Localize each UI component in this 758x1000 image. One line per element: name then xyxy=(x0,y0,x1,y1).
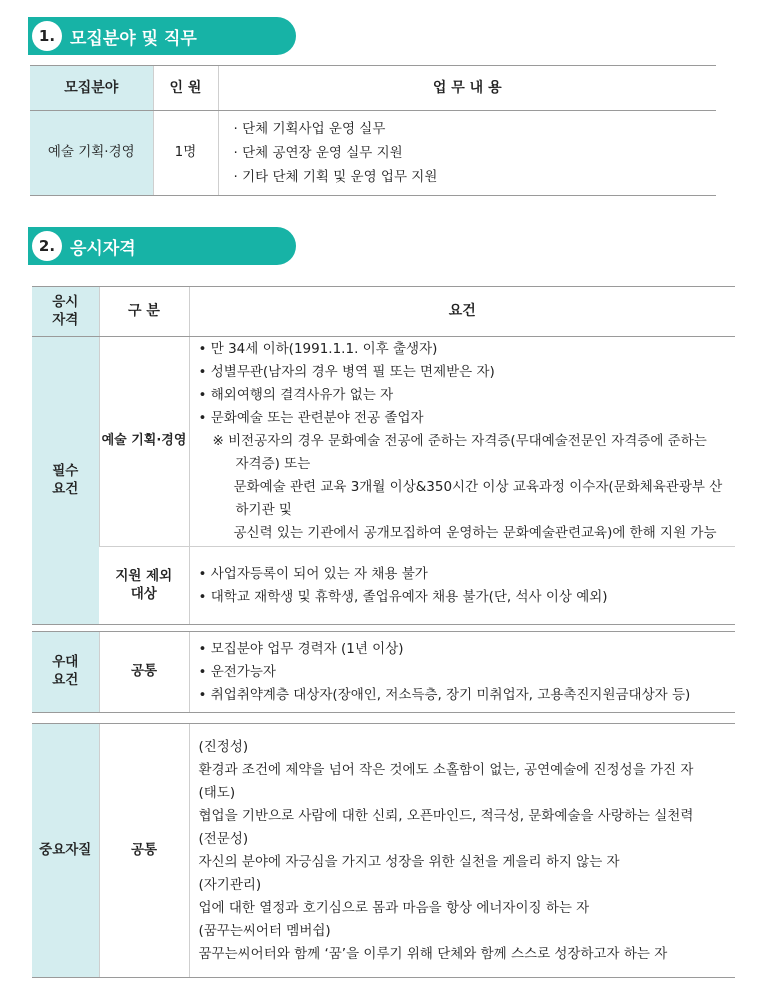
required-sub1-content xyxy=(189,337,735,547)
quality-text: 자신의 분야에 자긍심을 가지고 성장을 위한 실천을 게을리 하지 않는 자 xyxy=(198,853,620,870)
duty-item: · 기타 단체 기획 및 운영 업무 지원 xyxy=(233,169,438,185)
section1-title: 모집분야 및 직무 xyxy=(70,28,197,49)
required-note: 하기관 및 xyxy=(235,502,292,518)
qualities-content xyxy=(189,724,735,978)
quality-text: 업에 대한 열정과 호기심으로 몸과 마음을 항상 에너자이징 하는 자 xyxy=(198,899,590,916)
section2-number: 2. xyxy=(32,231,62,261)
header-count: 인 원 xyxy=(153,66,218,111)
required-item: • 문화예술 또는 관련분야 전공 졸업자 xyxy=(198,410,424,426)
preferred-item: • 취업취약계층 대상자(장애인, 저소득층, 장기 미취업자, 고용촉진지원금대상자 등) xyxy=(198,686,691,703)
header-category: 구 분 xyxy=(99,287,189,337)
exclusion-item: • 대학교 재학생 및 휴학생, 졸업유예자 채용 불가(단, 석사 이상 예외) xyxy=(198,588,608,605)
preferred-item: • 운전가능자 xyxy=(198,663,276,680)
preferred-table xyxy=(32,631,735,713)
header-duties: 업 무 내 용 xyxy=(218,66,716,111)
header-qualification xyxy=(32,287,99,337)
duties-cell xyxy=(218,111,716,196)
qualification-table xyxy=(32,286,735,625)
header-qualification-line2: 자격 xyxy=(52,311,79,328)
required-sub2-label-line1: 지원 제외 xyxy=(115,567,173,584)
duty-item: · 단체 공연장 운영 실무 지원 xyxy=(233,145,403,161)
preferred-content xyxy=(189,632,735,713)
required-label-line2: 요건 xyxy=(52,480,79,497)
field-cell: 예술 기획·경영 xyxy=(30,111,153,196)
preferred-label-line1: 우대 xyxy=(52,654,79,671)
quality-text: 꿈꾸는씨어터와 함께 ‘꿈’을 이루기 위해 단체와 함께 스스로 성장하고자 하는 자 xyxy=(198,945,668,962)
preferred-sub-label: 공통 xyxy=(99,632,189,713)
required-item: • 만 34세 이하(1991.1.1. 이후 출생자) xyxy=(198,341,438,357)
required-note: 문화예술 관련 교육 3개월 이상&350시간 이상 교육과정 이수자(문화체육관광부 산 xyxy=(233,479,723,495)
quality-heading: (진정성) xyxy=(198,738,249,755)
quality-text: 협업을 기반으로 사람에 대한 신뢰, 오픈마인드, 적극성, 문화예술을 사랑하는 실천력 xyxy=(198,807,694,824)
required-note: 자격증) 또는 xyxy=(235,456,311,472)
duty-item: · 단체 기획사업 운영 실무 xyxy=(233,121,386,137)
exclusion-item: • 사업자등록이 되어 있는 자 채용 불가 xyxy=(198,565,428,582)
header-qualification-line1: 응시 xyxy=(52,293,79,310)
required-note: ※ 비전공자의 경우 문화예술 전공에 준하는 자격증(무대예술전문인 자격증에 준하는 xyxy=(212,433,707,449)
section2-header xyxy=(28,227,296,265)
required-sub2-content xyxy=(189,547,735,625)
recruitment-table xyxy=(30,65,716,196)
quality-text: 환경과 조건에 제약을 넘어 작은 것에도 소홀함이 없는, 공연예술에 진정성을 가진 자 xyxy=(198,761,694,778)
header-field: 모집분야 xyxy=(30,66,153,111)
required-label-line1: 필수 xyxy=(52,462,79,479)
section1-header xyxy=(28,17,296,55)
required-note: 공신력 있는 기관에서 공개모집하여 운영하는 문화예술관련교육)에 한해 지원 가능 xyxy=(233,525,717,541)
preferred-label xyxy=(32,632,99,713)
preferred-item: • 모집분야 업무 경력자 (1년 이상) xyxy=(198,640,404,657)
required-label xyxy=(32,337,99,625)
quality-heading: (전문성) xyxy=(198,830,249,847)
required-sub2-label xyxy=(99,547,189,625)
quality-heading: (태도) xyxy=(198,784,236,801)
required-sub1-label: 예술 기획·경영 xyxy=(99,337,189,547)
qualities-row xyxy=(32,724,735,978)
section2-title: 응시자격 xyxy=(70,238,136,259)
preferred-label-line2: 요건 xyxy=(52,672,79,688)
qualities-table xyxy=(32,723,735,978)
quality-heading: (꿈꾸는씨어터 멤버쉽) xyxy=(198,922,331,939)
count-cell: 1명 xyxy=(153,111,218,196)
qualities-sub-label: 공통 xyxy=(99,724,189,978)
recruitment-row xyxy=(30,111,716,196)
qualities-label: 중요자질 xyxy=(32,724,99,978)
preferred-row xyxy=(32,632,735,713)
required-sub2-label-line2: 대상 xyxy=(130,585,157,602)
required-row-1 xyxy=(32,337,735,547)
recruitment-table-header xyxy=(30,66,716,111)
section1-number: 1. xyxy=(32,21,62,51)
quality-heading: (자기관리) xyxy=(198,876,262,893)
qualification-header xyxy=(32,287,735,337)
required-item: • 성별무관(남자의 경우 병역 필 또는 면제받은 자) xyxy=(198,364,495,380)
required-item: • 해외여행의 결격사유가 없는 자 xyxy=(198,387,394,403)
required-row-2 xyxy=(32,547,735,625)
header-requirement: 요건 xyxy=(189,287,735,337)
